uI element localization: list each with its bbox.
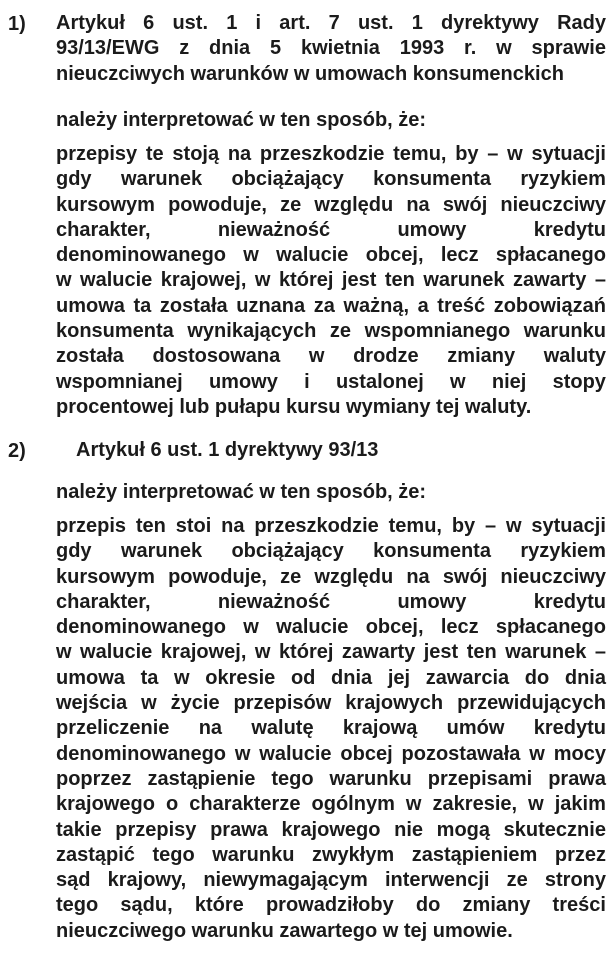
item-body (56, 514, 606, 944)
word: wejścia (56, 692, 128, 715)
text-line (56, 919, 606, 944)
word: umowa (56, 294, 125, 317)
text-line (56, 691, 606, 716)
word: charakter, (56, 590, 151, 613)
word: skutecznie (503, 818, 606, 841)
word: nieuczciwy (500, 565, 606, 588)
word: dnia (564, 666, 606, 689)
word: umowy (397, 590, 467, 613)
text-line (56, 167, 606, 192)
word: dostosowana (152, 345, 281, 368)
word: a (417, 294, 429, 317)
word: 1 (411, 12, 423, 34)
word: o (165, 793, 179, 816)
word: walucie (80, 269, 153, 292)
word: przepisami (427, 767, 533, 790)
word: spłacanego (495, 244, 606, 267)
word: krajowych (345, 692, 444, 715)
text-line (56, 716, 606, 741)
word: ogólnym (311, 793, 395, 816)
word: zwykłym (311, 843, 395, 866)
word: konsumenta (373, 168, 491, 191)
word: i (304, 370, 310, 393)
word: denominowanego (56, 616, 226, 639)
word: ze (329, 320, 352, 343)
word: obcej, (365, 616, 424, 639)
word: strony (544, 869, 606, 892)
word: ustalonej (335, 370, 424, 393)
word: umów (446, 717, 505, 740)
word: wspomnianego (364, 320, 511, 343)
word: na (198, 717, 223, 740)
word: przeliczenie (56, 717, 170, 740)
word: jej (387, 666, 411, 689)
word: sytuacji (531, 143, 606, 165)
word: art. (279, 12, 311, 34)
text-line (56, 268, 606, 293)
item-heading (76, 438, 596, 463)
word: powoduje, (168, 193, 267, 216)
word: umowy (208, 370, 278, 393)
text-line (56, 193, 606, 218)
word: prawa (548, 767, 606, 790)
word: w (505, 515, 522, 537)
word: zmiany (462, 894, 531, 917)
word: uznana (236, 294, 306, 317)
word: nieuczciwy (500, 193, 606, 216)
word: niewymagającym (203, 869, 368, 892)
word: ze (280, 565, 302, 588)
word: lecz (440, 616, 479, 639)
word: spłacanego (495, 616, 606, 639)
word: jakim (554, 793, 606, 816)
text-line (56, 36, 606, 61)
word: zastąpieniem (411, 843, 538, 866)
word: zastąpienie (147, 767, 256, 790)
text-line (56, 615, 606, 640)
word: ryzykiem (520, 540, 606, 563)
word: w (254, 269, 271, 292)
word: na (227, 143, 252, 165)
text-line (56, 742, 606, 767)
word: treści (552, 894, 606, 917)
word: na (406, 565, 430, 588)
word: warunek (423, 269, 505, 292)
word: przepisy (56, 143, 138, 165)
word: w (496, 37, 512, 60)
word: w (450, 370, 466, 393)
word: charakter, (56, 218, 151, 241)
word: stoją (172, 143, 220, 165)
word: w (174, 666, 190, 689)
word: przez (554, 843, 606, 866)
word: charakterze (189, 793, 301, 816)
word: obciążający (231, 168, 344, 191)
word: swój (442, 565, 488, 588)
word: nie (394, 818, 424, 841)
word: powoduje, (168, 565, 267, 588)
word: jest (423, 641, 459, 664)
word: przeszkodzie (259, 143, 385, 165)
word: r. (464, 37, 477, 60)
word: z (179, 37, 190, 60)
word: ten (466, 641, 497, 664)
word: wspomnianej (56, 370, 183, 393)
text-line (56, 590, 606, 615)
word: i (255, 12, 262, 34)
word: zawarty (341, 641, 416, 664)
word: za (313, 294, 335, 317)
word: nieważność (217, 218, 331, 241)
word: obcej (340, 742, 393, 765)
word: w (141, 692, 157, 715)
word: której (278, 269, 334, 292)
word: krajowego (281, 818, 381, 841)
word: względu (314, 193, 394, 216)
word: życie (170, 692, 220, 715)
interpret-line: należy interpretować w ten sposób, że: (56, 109, 427, 131)
word: 7 (328, 12, 340, 34)
word: zakresie, (432, 793, 518, 816)
word: w (507, 143, 523, 165)
word: walucie (259, 742, 332, 765)
word: prowadziłoby (265, 894, 394, 917)
word: walutę (251, 717, 314, 740)
text-line (56, 767, 606, 792)
word: przepis (56, 515, 127, 537)
text-line (56, 792, 606, 817)
word: kredytu (533, 717, 606, 740)
text-line (56, 62, 606, 87)
word: względu (314, 565, 394, 588)
text-line (56, 640, 606, 665)
text-line (56, 395, 606, 420)
word: zawarcia (425, 666, 510, 689)
word: sądu, (120, 894, 173, 917)
word: do (524, 666, 550, 689)
word: – (487, 143, 499, 165)
word: stoi (175, 515, 212, 537)
word: denominowanego (56, 244, 226, 267)
word: sprawie (531, 37, 606, 60)
word: zastąpić (56, 843, 135, 866)
word: ta (133, 294, 152, 317)
word: konsumenta (56, 320, 174, 343)
word: obcej, (365, 244, 424, 267)
word: 93/13/EWG (56, 37, 160, 60)
word: dnia (209, 37, 251, 60)
word: tego (152, 843, 195, 866)
word: kursowym (56, 193, 155, 216)
word: kredytu (533, 590, 606, 613)
word: zawarty (512, 269, 587, 292)
word: by (455, 143, 479, 165)
word: niej (491, 370, 527, 393)
word: – (485, 515, 497, 537)
item-number: 1) (8, 13, 26, 35)
word: 6 (143, 12, 155, 34)
word: w (528, 793, 544, 816)
text-line (56, 539, 606, 564)
word: sąd (56, 869, 91, 892)
word: której (278, 641, 334, 664)
word: gdy (56, 540, 92, 563)
word: od (290, 666, 316, 689)
word: – (594, 641, 606, 664)
word: warunek (120, 168, 203, 191)
word: gdy (56, 168, 92, 191)
text-line (56, 370, 606, 395)
word: walucie (80, 641, 153, 664)
word: – (594, 269, 606, 292)
word: przewidujących (457, 692, 606, 715)
word: w (529, 742, 545, 765)
word: konsumenta (373, 540, 491, 563)
word: w (56, 269, 72, 292)
word: w (234, 742, 251, 765)
text-line (56, 142, 606, 167)
word: została (56, 345, 124, 368)
word: umowa (56, 666, 125, 689)
word: walucie (276, 244, 349, 267)
word: kwietnia (300, 37, 380, 60)
word: ważną, (343, 294, 410, 317)
word: kredytu (533, 218, 606, 241)
line-text: procentowej lub pułapu kursu wymiany tej waluty. (56, 395, 532, 418)
word: temu, (388, 515, 442, 537)
word: ten (384, 269, 415, 292)
text-line (56, 11, 606, 36)
word: przeszkodzie (254, 515, 379, 537)
word: w (243, 616, 259, 639)
word: które (194, 894, 244, 917)
word: na (406, 193, 430, 216)
text-line (56, 666, 606, 691)
word: umowy (397, 218, 467, 241)
word: ryzykiem (520, 168, 606, 191)
word: sytuacji (531, 515, 606, 537)
word: ze (280, 193, 302, 216)
word: by (451, 515, 476, 537)
word: 1993 (399, 37, 445, 60)
word: te (145, 143, 164, 165)
interpret-line: należy interpretować w ten sposób, że: (56, 481, 427, 503)
word: jest (341, 269, 377, 292)
word: swój (442, 193, 488, 216)
line-text: nieuczciwego warunku zawartego w tej umowie. (56, 919, 513, 942)
word: na (221, 515, 245, 537)
word: takie (56, 818, 102, 841)
word: ten (135, 515, 166, 537)
word: lecz (440, 244, 479, 267)
item-heading (56, 11, 606, 87)
text-line (56, 514, 606, 539)
text-line (76, 438, 596, 463)
word: Artykuł (56, 12, 125, 34)
word: stopy (552, 370, 606, 393)
word: mocy (553, 742, 606, 765)
word: w (243, 244, 259, 267)
word: drodze (353, 345, 419, 368)
word: przepisów (233, 692, 332, 715)
word: zobowiązań (493, 294, 606, 317)
word: treść (437, 294, 486, 317)
word: w (405, 793, 422, 816)
word: krajową (342, 717, 418, 740)
word: w (56, 641, 72, 664)
word: interwencji (384, 869, 490, 892)
word: warunek (505, 641, 587, 664)
word: kursowym (56, 565, 155, 588)
word: warunku (212, 843, 295, 866)
word: dnia (331, 666, 373, 689)
word: poprzez (56, 767, 132, 790)
word: denominowanego (56, 742, 226, 765)
word: waluty (543, 345, 606, 368)
word: w (308, 345, 325, 368)
word: warunku (523, 320, 606, 343)
text-line (56, 344, 606, 369)
text-line (56, 243, 606, 268)
word: ust. (357, 12, 394, 34)
word: temu, (393, 143, 447, 165)
text-line (56, 294, 606, 319)
word: walucie (276, 616, 349, 639)
text-line (56, 893, 606, 918)
word: mogą (436, 818, 491, 841)
text-line (56, 319, 606, 344)
word: krajowy, (107, 869, 187, 892)
word: warunku (329, 767, 412, 790)
word: prawa (210, 818, 268, 841)
item-body (56, 142, 606, 420)
word: Rady (557, 12, 606, 34)
word: obciążający (231, 540, 344, 563)
word: ta (140, 666, 159, 689)
word: została (159, 294, 228, 317)
word: przepisy (115, 818, 197, 841)
word: 5 (270, 37, 282, 60)
text-line (56, 843, 606, 868)
text-line (56, 818, 606, 843)
word: wynikających (187, 320, 317, 343)
word: dyrektywy (441, 12, 539, 34)
word: krajowej, (160, 269, 247, 292)
text-line (56, 218, 606, 243)
word: 1 (226, 12, 238, 34)
word: pozostawała (401, 742, 521, 765)
word: warunek (120, 540, 203, 563)
text-line (56, 868, 606, 893)
word: krajowej, (160, 641, 247, 664)
word: krajowego (56, 793, 155, 816)
word: ze (506, 869, 528, 892)
word: tego (271, 767, 314, 790)
word: tego (56, 894, 99, 917)
word: w (254, 641, 271, 664)
word: do (415, 894, 441, 917)
word: nieważność (217, 590, 331, 613)
word: ust. (172, 12, 208, 34)
line-text: nieuczciwych warunków w umowach konsumenckich (56, 62, 564, 85)
word: okresie (205, 666, 276, 689)
item-number: 2) (8, 440, 26, 462)
word: zmiany (447, 345, 516, 368)
text-line (56, 565, 606, 590)
line-text: Artykuł 6 ust. 1 dyrektywy 93/13 (76, 439, 379, 461)
